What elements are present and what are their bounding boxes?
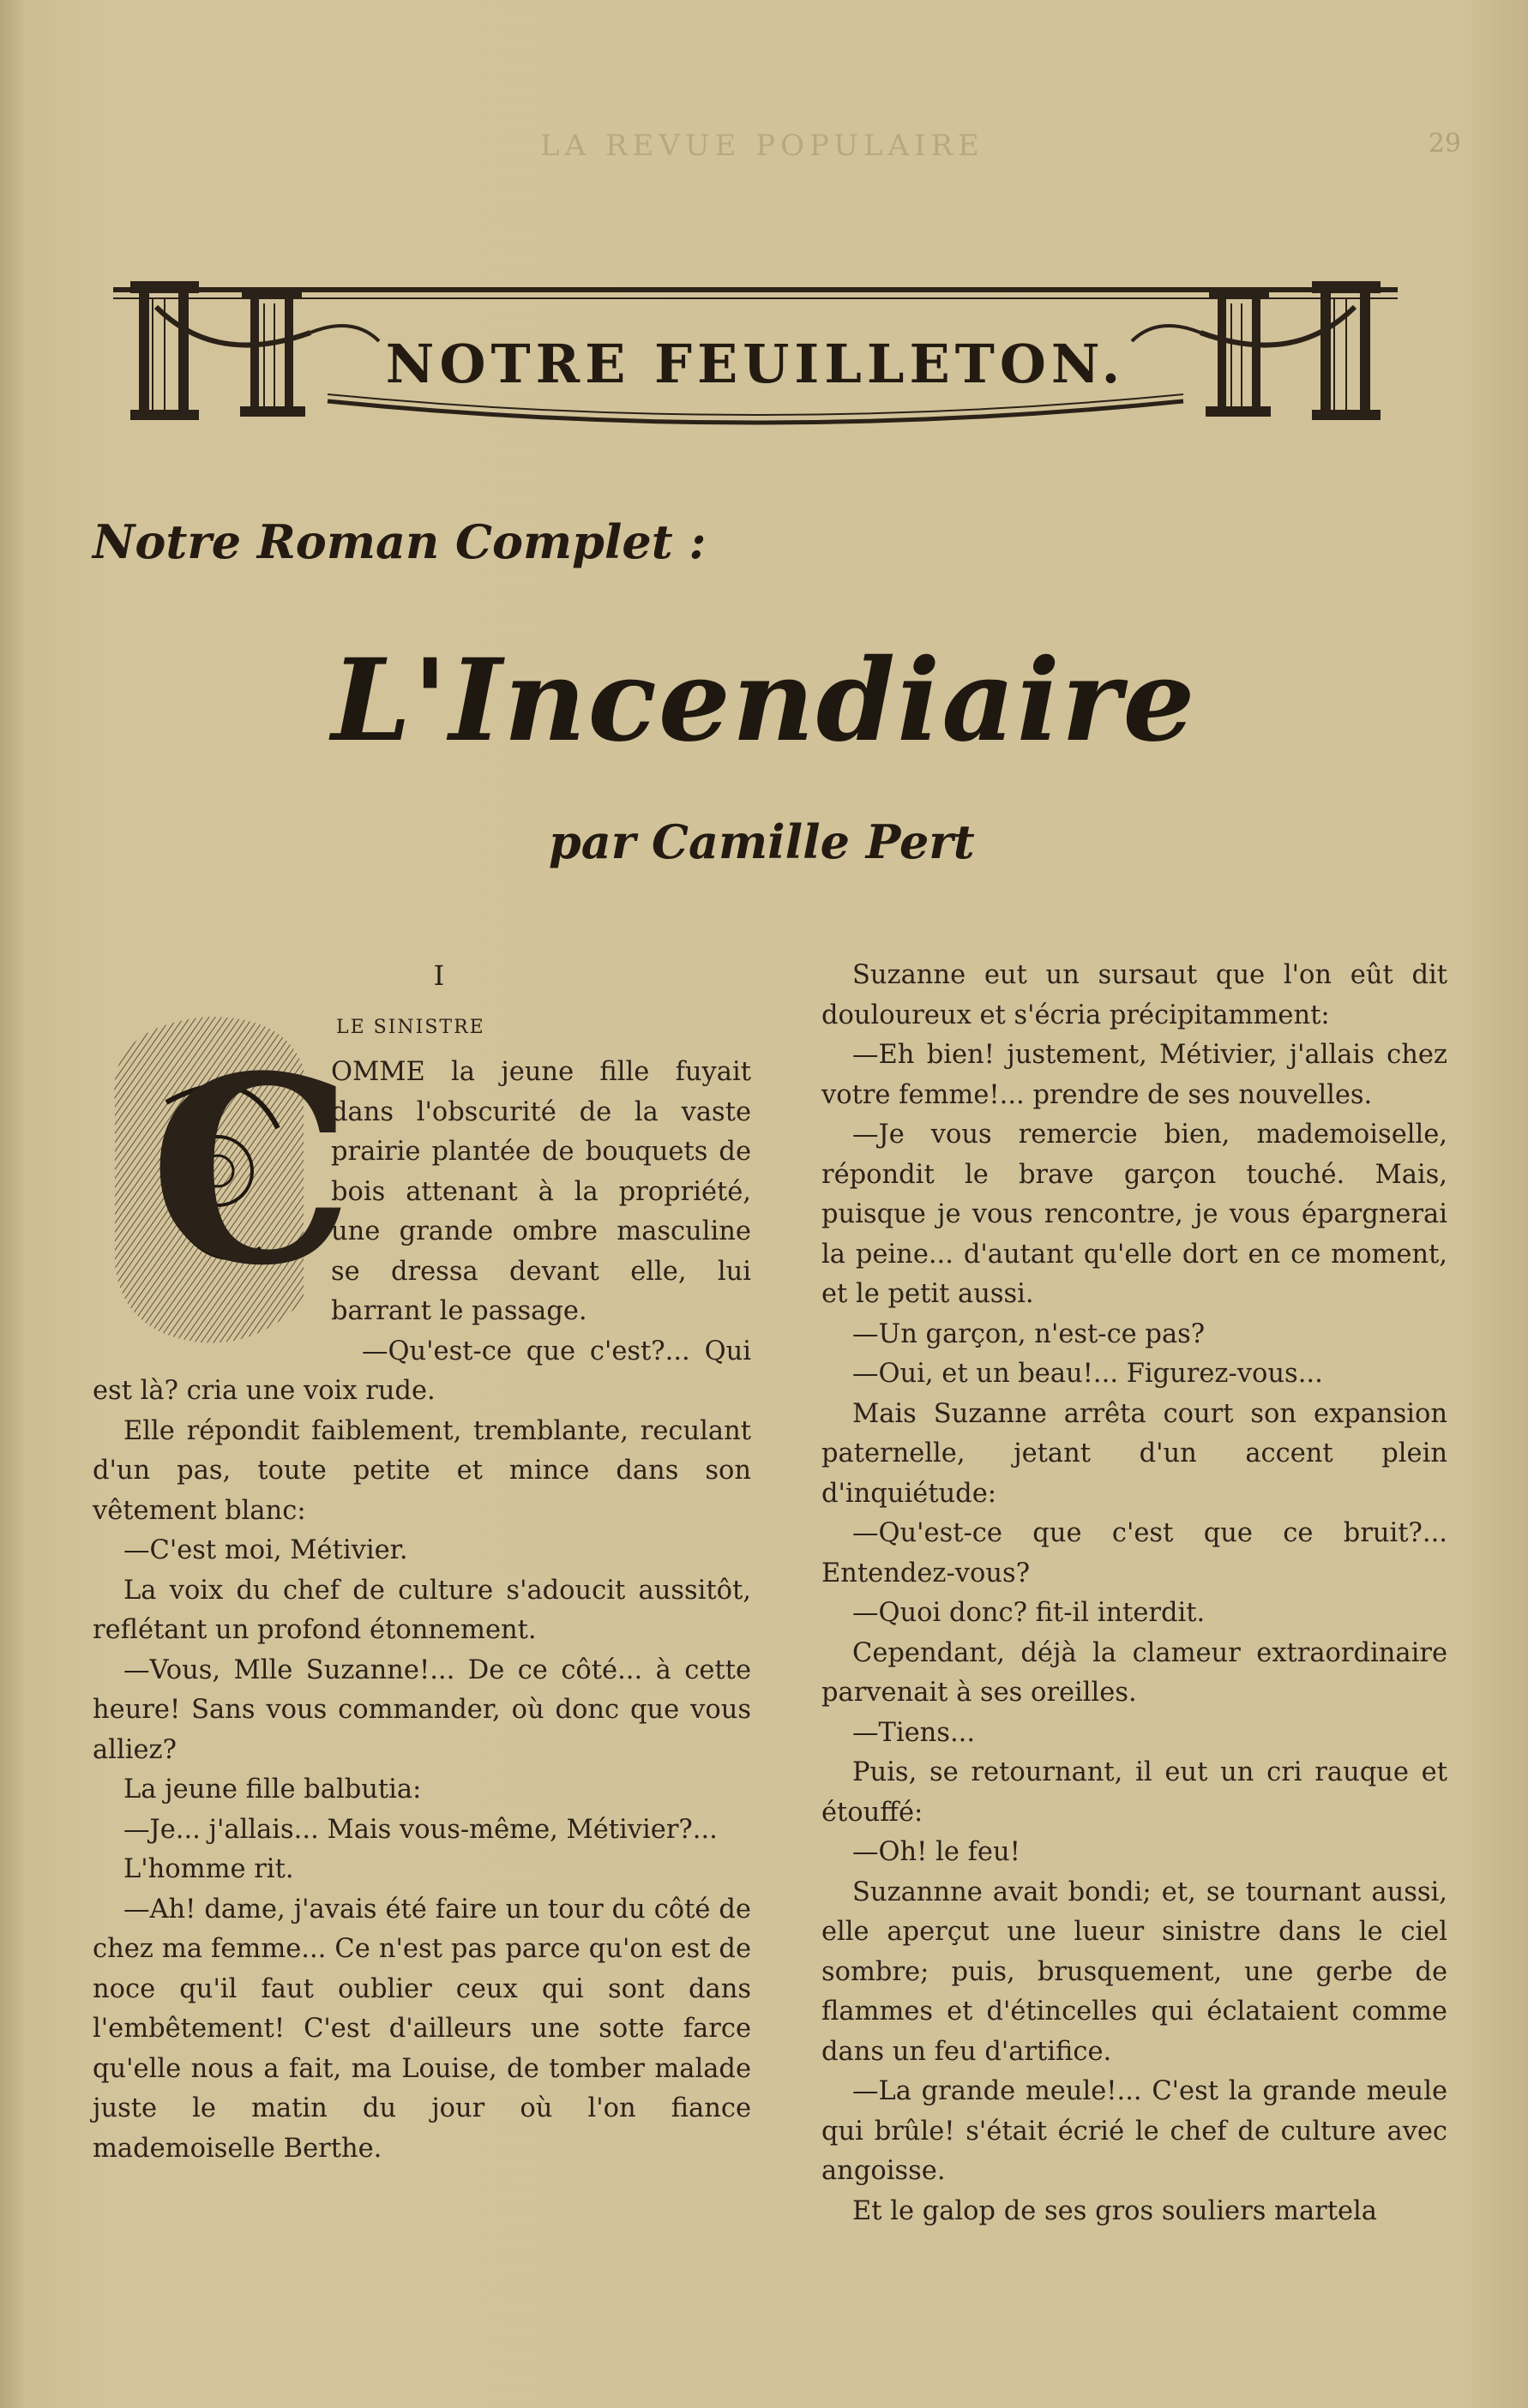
running-head: LA REVUE POPULAIRE [540,129,984,163]
chapter-title: LE SINISTRE [336,1016,485,1038]
banner-title: NOTRE FEUILLETON. [385,333,1126,395]
paragraph: Et le galop de ses gros souliers martela [852,2195,1377,2226]
chapter-number: I [433,959,445,992]
series-kicker: Notre Roman Complet : [93,514,707,569]
paragraph: —Qu'est-ce que c'est?... Qui est là? cria une voix rude. [93,1336,751,1406]
paragraph: —Je... j'allais... Mais vous-même, Métivier?... [123,1814,718,1845]
byline: par Camille Pert [549,814,975,869]
paragraph: —Tiens... [852,1717,976,1748]
page-number: 29 [1428,129,1461,159]
dropcap-letter: C [149,1018,354,1322]
paragraph: —Quoi donc? fit-il interdit. [852,1598,1206,1628]
paragraph: —Qu'est-ce que c'est que ce bruit?... Entendez-vous? [821,1518,1447,1588]
paragraph: —Un garçon, n'est-ce pas? [852,1318,1206,1349]
paragraph: Puis, se retournant, il eut un cri rauque et étouffé: [821,1757,1447,1828]
paragraph: —C'est moi, Métivier. [123,1535,408,1565]
paragraph: Elle répondit faiblement, tremblante, reculant d'un pas, toute petite et mince dans son vêtement blanc: [93,1415,751,1526]
paragraph: Cependant, déjà la clameur extraordinaire parvenait à ses oreilles. [821,1637,1447,1708]
paragraph: L'homme rit. [123,1854,294,1884]
paragraph: Suzanne eut un sursaut que l'on eût dit douloureux et s'écria précipitamment: [821,960,1447,1030]
paragraph: Mais Suzanne arrêta court son expansion paternelle, jetant d'un accent plein d'inquiétude: [821,1398,1447,1509]
paragraph: —Ah! dame, j'avais été faire un tour du côté de chez ma femme... Ce n'est pas parce qu'on est de noce qu'il faut oublier ceux qui sont dans l'embêtement! C'est d'ailleurs une sotte farce qu'elle nous a fait, ma Louise, de tomber malade juste le matin du jour où l'on fiance mademoiselle Berthe. [93,1894,751,2164]
paragraph: —La grande meule!... C'est la grande meule qui brûle! s'était écrié le chef de culture avec angoisse. [821,2076,1447,2186]
paragraph: —Vous, Mlle Suzanne!... De ce côté... à cette heure! Sans vous commander, où donc que vous alliez? [93,1654,751,1765]
paragraph: —Je vous remercie bien, mademoiselle, répondit le brave garçon touché. Mais, puisque je vous rencontre, je vous épargnerai la peine... d'autant qu'elle dort en ce moment, et le petit aussi. [821,1120,1447,1309]
paragraph: OMME la jeune fille fuyait dans l'obscurité de la vaste prairie plantée de bouquets de bois attenant à la propriété, une grande ombre masculine se dressa devant elle, lui barrant le passage. [331,1057,751,1326]
paragraph: —Oh! le feu! [852,1837,1020,1867]
text-column-right [821,956,1447,2231]
paragraph: La jeune fille balbutia: [123,1774,422,1804]
story-title: L'Incendiaire [331,634,1197,767]
dropcap-illustration [89,1008,354,1351]
paragraph: —Eh bien! justement, Métivier, j'allais chez votre femme!... prendre de ses nouvelles. [821,1040,1447,1110]
paragraph: Suzannne avait bondi; et, se tournant aussi, elle aperçut une lueur sinistre dans le ciel sombre; puis, brusquement, une gerbe de flammes et d'étincelles qui éclataient comme dans un feu d'artifice. [821,1877,1447,2067]
feuilleton-banner [96,273,1415,435]
paragraph: La voix du chef de culture s'adoucit aussitôt, reflétant un profond étonnement. [93,1575,751,1645]
text-column-left [93,956,751,2169]
paragraph: —Oui, et un beau!... Figurez-vous... [852,1359,1323,1389]
